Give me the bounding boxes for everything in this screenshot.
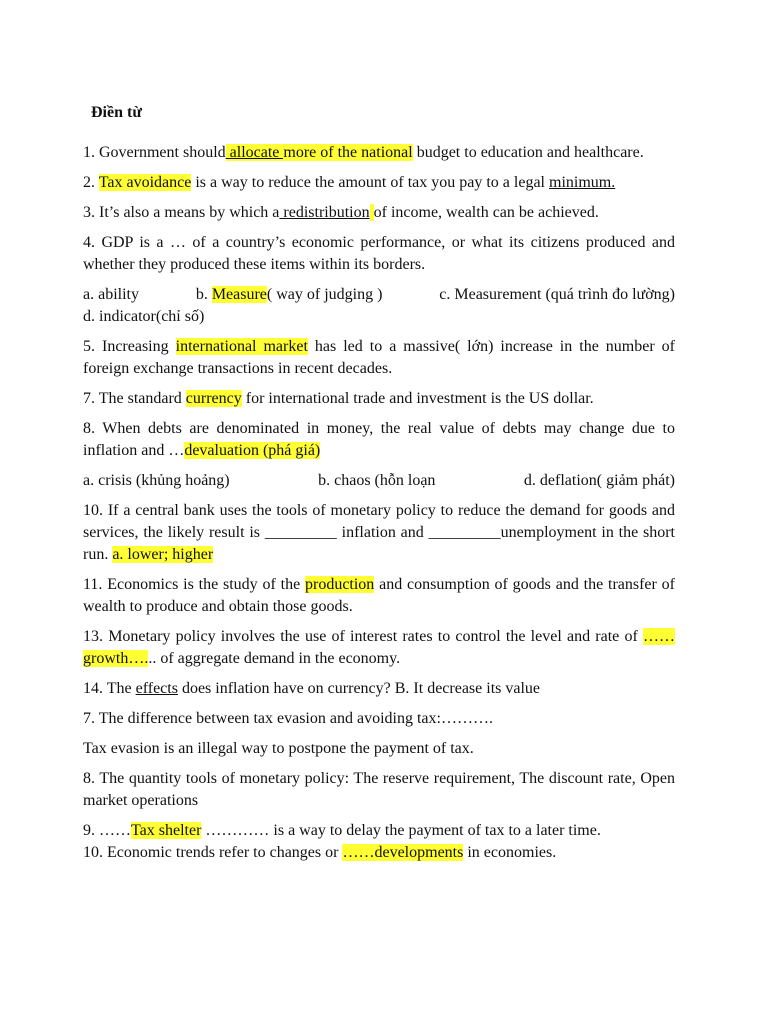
content — [83, 142, 675, 872]
question-4-options — [83, 284, 675, 306]
text: 1. Government should — [83, 144, 226, 161]
tax-evasion-note: Tax evasion is an illegal way to postpone the payment of tax. — [83, 740, 474, 757]
underline-redistribution: redistribution — [279, 204, 370, 221]
text: in economies. — [463, 844, 557, 861]
question-10 — [83, 500, 675, 566]
underline-effects: effects — [135, 680, 178, 697]
question-2 — [83, 172, 675, 194]
text: 5. Increasing — [83, 338, 176, 355]
highlight-devaluation: devaluation (phá giá) — [184, 442, 321, 459]
options-row — [83, 470, 675, 492]
option-a: a. crisis (khủng hoảng) — [83, 472, 230, 489]
text: 8. When debts are denominated in money, the real value of debts may change due to inflation and … — [83, 420, 675, 459]
highlight-lower-higher: a. lower; higher — [112, 546, 214, 563]
question-4: 4. GDP is a … of a country’s economic performance, or what its citizens produced and whether they produced these items within its borders. — [83, 234, 675, 273]
text: 11. Economics is the study of the — [83, 576, 305, 593]
text: 10. If a central bank uses the tools of monetary policy to reduce the demand for goods and services, the likely result is _________ inflation and _________unemployment in the short run. — [83, 502, 675, 563]
text: 7. The standard — [83, 390, 186, 407]
text: of income, wealth can be achieved. — [373, 204, 599, 221]
option-b: b. chaos (hỗn loạn — [318, 472, 436, 489]
question-9 — [83, 820, 675, 842]
highlight-national: more of the national — [283, 144, 413, 161]
question-5 — [83, 336, 675, 380]
text: and consumption of goods and the transfer of wealth to produce and obtain those goods. — [83, 576, 676, 615]
text: budget to education and healthcare. — [412, 144, 644, 161]
option-d: d. deflation( giảm phát) — [523, 472, 675, 489]
options-row — [83, 284, 675, 306]
highlight-international-market: international market — [175, 338, 308, 355]
text: 2. — [83, 174, 99, 191]
highlight-measure: Measure — [211, 286, 267, 303]
text: 14. The — [83, 680, 136, 697]
highlight-production: production — [304, 576, 375, 593]
text: 9. …… — [83, 822, 131, 839]
text: ………… is a way to delay the payment of tax to a later time. — [201, 822, 601, 839]
question-1 — [83, 142, 675, 164]
highlight-developments: ……developments — [342, 844, 464, 861]
heading: Điền từ — [91, 104, 142, 121]
question-7b: 7. The difference between tax evasion and avoiding tax:………. — [83, 710, 493, 727]
highlight-allocate: allocate — [225, 144, 284, 161]
question-14 — [83, 678, 675, 700]
text: does inflation have on currency? B. It decrease its value — [177, 680, 541, 697]
option-c: c. Measurement (quá trình đo lường) — [439, 286, 675, 303]
text: for international trade and investment is the US dollar. — [241, 390, 594, 407]
highlight-growth: ……growth…. — [83, 628, 675, 667]
text: ( way of judging ) — [266, 286, 383, 303]
option-b — [196, 284, 383, 306]
text: 10. Economic trends refer to changes or — [83, 844, 343, 861]
question-3 — [83, 202, 675, 224]
text: b. — [195, 286, 212, 303]
highlight-tax-avoidance: Tax avoidance — [98, 174, 192, 191]
question-13 — [83, 626, 675, 670]
highlight-tax-shelter: Tax shelter — [131, 822, 202, 839]
option-d: d. indicator(chỉ số) — [83, 308, 205, 325]
text: .. of aggregate demand in the economy. — [148, 650, 401, 667]
question-11 — [83, 574, 675, 618]
question-10b — [83, 842, 675, 864]
text: is a way to reduce the amount of tax you pay to a legal — [191, 174, 549, 191]
question-8-options — [83, 470, 675, 492]
underline-minimum: minimum. — [549, 174, 616, 191]
text: has led to a massive( lớn) increase in the number of foreign exchange transactions in recent decades. — [83, 338, 675, 377]
text: 13. Monetary policy involves the use of interest rates to control the level and rate of — [83, 628, 643, 645]
text: 3. It’s also a means by which a — [83, 204, 280, 221]
question-8b: 8. The quantity tools of monetary policy: The reserve requirement, The discount rate, Open market operations — [83, 770, 675, 809]
question-8 — [83, 418, 675, 462]
highlight-currency: currency — [185, 390, 242, 407]
option-a: a. ability — [83, 286, 139, 303]
question-7 — [83, 388, 675, 410]
